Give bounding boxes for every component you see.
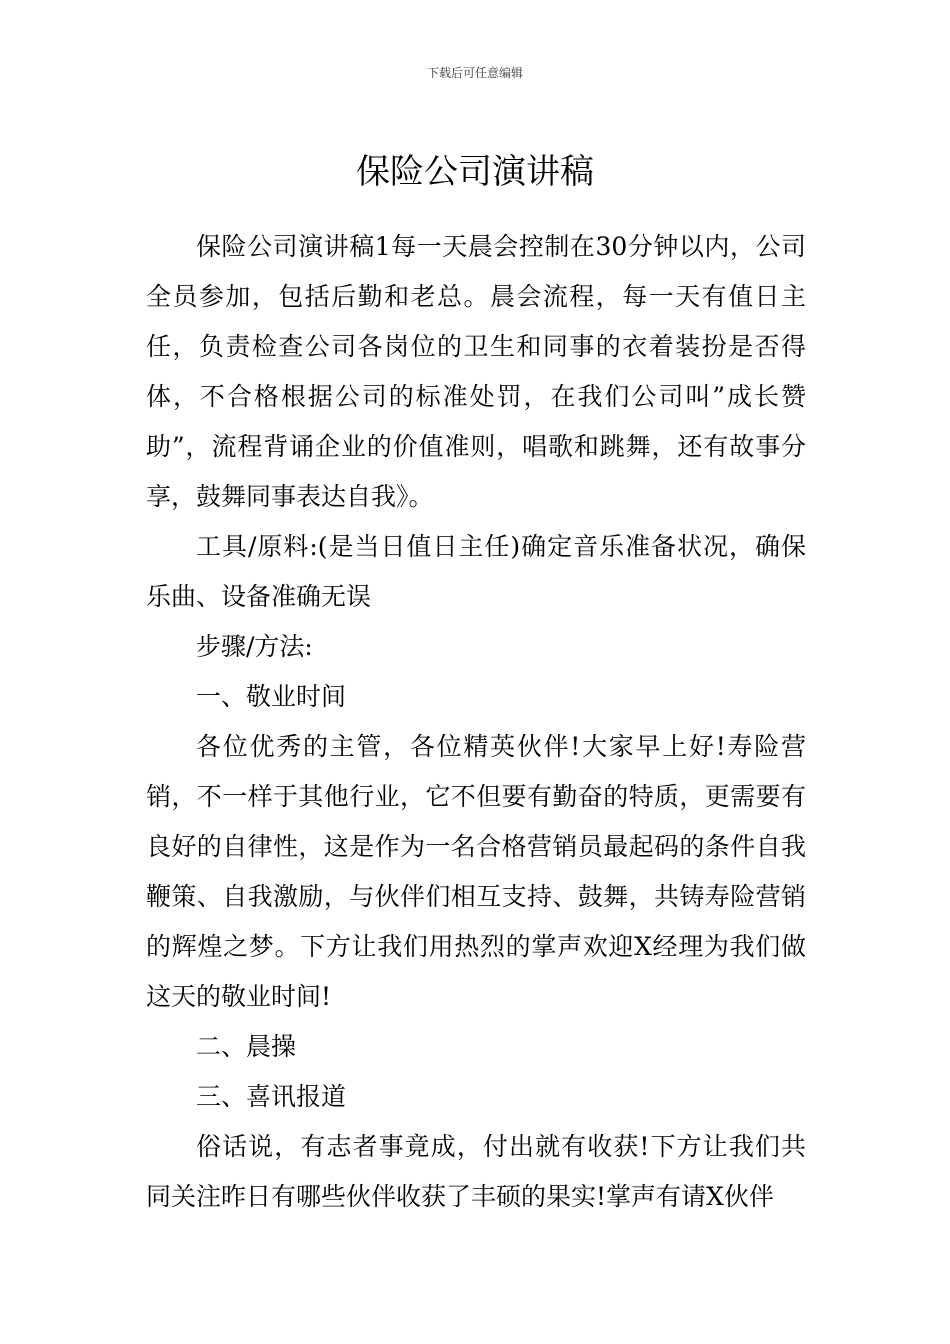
paragraph-section-1: 各位优秀的主管，各位精英伙伴!大家早上好!寿险营销，不一样于其他行业，它不但要有勤奋的特质，更需要有良好的自律性，这是作为一名合格营销员最起码的条件自我鞭策、自我激励，与伙伴们相互支持、鼓舞，共铸寿险营销的辉煌之梦。下方让我们用热烈的掌声欢迎X经理为我们做这天的敬业时间! (146, 732, 806, 1011)
paragraph-intro: 保险公司演讲稿1每一天晨会控制在30分钟以内，公司全员参加，包括后勤和老总。晨会流程，每一天有值日主任，负责检查公司各岗位的卫生和同事的衣着装扮是否得体，不合格根据公司的标准处罚，在我们公司叫”成长赞助”，流程背诵企业的价值准则，唱歌和跳舞，还有故事分享，鼓舞同事表达自我》。 (146, 232, 806, 511)
section-heading-1: 一、敬业时间 (196, 682, 347, 711)
section-heading-3: 三、喜讯报道 (196, 1082, 347, 1111)
document-body (146, 222, 806, 1222)
paragraph-tools: 工具/原料:(是当日值日主任)确定音乐准备状况，确保乐曲、设备准确无误 (146, 532, 806, 611)
paragraph-section-3: 俗话说，有志者事竟成，付出就有收获!下方让我们共同关注昨日有哪些伙伴收获了丰硕的果实!掌声有请X伙伴 (146, 1132, 806, 1211)
document-title: 保险公司演讲稿 (356, 151, 594, 192)
paragraph-steps-heading: 步骤/方法: (196, 632, 313, 661)
section-heading-2: 二、晨操 (196, 1032, 297, 1061)
header-note: 下载后可任意编辑 (426, 66, 523, 80)
